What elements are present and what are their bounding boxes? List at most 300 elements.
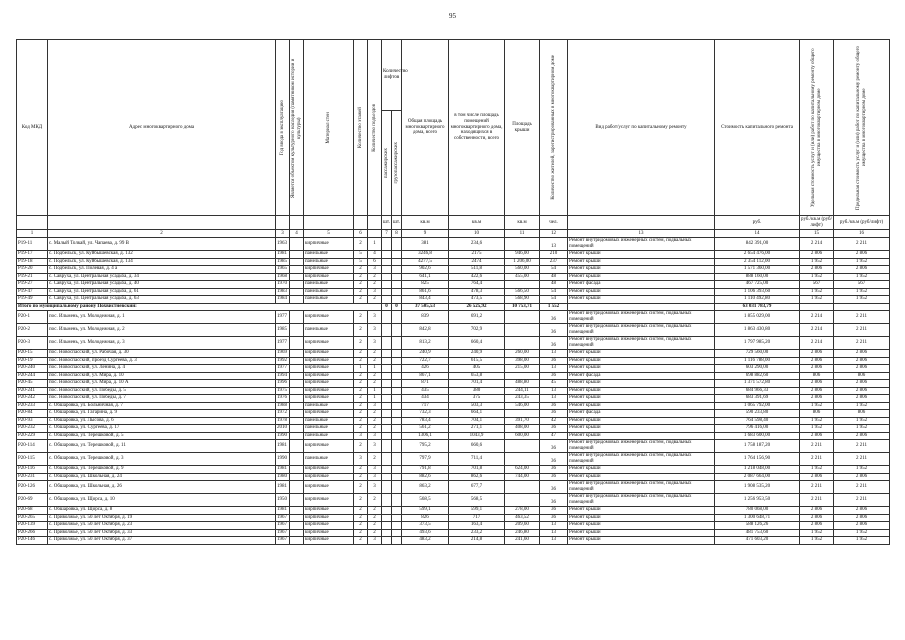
cell-address: с. Савруха, ул. Центральная усадьба, д. 63	[48, 296, 276, 304]
table-row	[17, 337, 890, 350]
cell-residents: 13	[540, 365, 568, 373]
cell-area-total: 717	[402, 402, 449, 410]
cell-address: с. Обшаровка, ул. Лысова, д. 6	[48, 417, 276, 425]
cell-cost: 1 683 600,00	[715, 432, 800, 440]
cell-area-own: 701,8	[449, 466, 505, 474]
cell-area-total: 641,1	[402, 273, 449, 281]
cell-year: 1967	[276, 537, 290, 545]
cell-entrances: 2	[368, 425, 382, 433]
cell-work-type: Ремонт крыши	[568, 273, 715, 281]
cell-entrances: 3	[368, 337, 382, 350]
cell-max-cost: 2 806	[834, 350, 890, 358]
table-row	[17, 258, 890, 266]
cell-max-cost: 2 211	[834, 324, 890, 337]
cell-floors: 2	[354, 494, 368, 507]
cell-kod: Р20-19	[17, 357, 48, 365]
cell-max-cost: 2 806	[834, 522, 890, 530]
cell-cost: 764 598,40	[715, 417, 800, 425]
cell-area-total: 599,1	[402, 507, 449, 515]
cell-area-own: 2474	[449, 258, 505, 266]
cell-lifts-cargo	[392, 266, 402, 274]
cell-address: с. Малый Толкай, ул. Чапаева, д. 99 В	[48, 238, 276, 251]
table-row	[17, 417, 890, 425]
table-row	[17, 425, 890, 433]
cell-max-cost: 2 211	[834, 453, 890, 466]
cell-lifts-pass	[382, 238, 392, 251]
cell-max-cost: 2 211	[834, 238, 890, 251]
cell-area-own: 405	[449, 365, 505, 373]
cell-residents: 36	[540, 311, 568, 324]
cell-address: с. Подбельск, ул. Куйбышевская, д. 132	[48, 251, 276, 259]
cell-area-total: 797,9	[402, 453, 449, 466]
cell-kod: Р19-49	[17, 296, 48, 304]
cell-entrances: 1	[368, 365, 382, 373]
cell-entrances: 2	[368, 410, 382, 418]
cell-unit-cost: 2 211	[800, 453, 834, 466]
cell-roof-area	[505, 453, 540, 466]
cell-material: кирпичные	[304, 380, 354, 388]
cell-address: с. Приволжье, ул. 50 лет Октября, д. 33	[48, 529, 276, 537]
column-number: 8	[392, 230, 402, 238]
cell-kod: Р20-241	[17, 387, 48, 395]
cell-floors: 2	[354, 238, 368, 251]
cell-kod: Р20-3	[17, 337, 48, 350]
cell-address: с. Обшаровка, ул. Терешковой, д. 9	[48, 466, 276, 474]
cell-area-own: 711,4	[449, 453, 505, 466]
table-row	[17, 410, 890, 418]
cell-material: кирпичные	[304, 395, 354, 403]
cell-floors: 2	[354, 337, 368, 350]
cell-cost: 1 855 029,00	[715, 311, 800, 324]
cell-heritage	[290, 410, 304, 418]
cell-work-type: Ремонт внутридомовых инженерных систем, подвальных помещений	[568, 440, 715, 453]
cell-unit-cost: 806	[800, 410, 834, 418]
cell-area-own: 422,6	[449, 273, 505, 281]
table-row	[17, 251, 890, 259]
cell-floors: 5	[354, 258, 368, 266]
cell-material: панельные	[304, 281, 354, 289]
cell-unit-cost: 2 806	[800, 522, 834, 530]
cell-entrances: 3	[368, 311, 382, 324]
cell-area-own: 234,6	[449, 238, 505, 251]
cell-roof-area: 209,60	[505, 522, 540, 530]
cell-floors: 2	[354, 395, 368, 403]
cell-max-cost: 2 211	[834, 337, 890, 350]
cell-lifts-cargo	[392, 350, 402, 358]
cell-area-total: 4277,5	[402, 258, 449, 266]
cell-max-cost: 2 211	[834, 311, 890, 324]
cell-lifts-cargo	[392, 417, 402, 425]
cell-area-own: 660,4	[449, 337, 505, 350]
table-row	[17, 273, 890, 281]
cell-residents: 36	[540, 425, 568, 433]
table-row	[17, 494, 890, 507]
cell-material: панельные	[304, 296, 354, 304]
cell-year: 1968	[276, 273, 290, 281]
cell-address: пос. Новоспасский, ул. Ленина, д. 4	[48, 365, 276, 373]
cell-lifts-cargo	[392, 507, 402, 515]
cell-year: 1967	[276, 529, 290, 537]
cell-kod: Р20-114	[17, 440, 48, 453]
cell-unit-cost: 2 806	[800, 251, 834, 259]
cell-residents: 36	[540, 453, 568, 466]
cell-kod: Р20-116	[17, 466, 48, 474]
cell-unit-cost: 2 806	[800, 473, 834, 481]
cell-roof-area	[505, 311, 540, 324]
table-row	[17, 266, 890, 274]
cell-entrances: 2	[368, 357, 382, 365]
cell-roof-area: 600,00	[505, 432, 540, 440]
cell-max-cost: 1 952	[834, 466, 890, 474]
cell-lifts-cargo	[392, 324, 402, 337]
cell-work-type: Ремонт крыши	[568, 251, 715, 259]
cell-residents: 13	[540, 529, 568, 537]
cell-lifts-cargo	[392, 296, 402, 304]
cell-area-total: 871	[402, 380, 449, 388]
cell-residents: 36	[540, 337, 568, 350]
cell-material: панельные	[304, 324, 354, 337]
header-roof-area: Площадь крыши	[505, 40, 540, 216]
header-residents: Количество жителей, зарегистрированных в многоквартирном доме	[550, 55, 556, 200]
cell-area-total: 882,6	[402, 473, 449, 481]
cell-lifts-pass	[382, 380, 392, 388]
cell-area-total: 3246,8	[402, 251, 449, 259]
cell-entrances: 3	[368, 481, 382, 494]
cell-floors: 2	[354, 402, 368, 410]
cell-area-own: 380	[449, 387, 505, 395]
cell-floors: 2	[354, 473, 368, 481]
header-lifts-pass: пассажирских	[383, 147, 389, 178]
cell-work-type: Ремонт внутридомовых инженерных систем, подвальных помещений	[568, 481, 715, 494]
column-number: 6	[354, 230, 368, 238]
unit-sqm: кв.м	[402, 216, 449, 230]
cell-cost: 1 218 048,00	[715, 466, 800, 474]
cell-heritage	[290, 417, 304, 425]
cell-area-own: 503,3	[449, 402, 505, 410]
cell-lifts-cargo	[392, 273, 402, 281]
cell-entrances: 2	[368, 417, 382, 425]
cell-address: с. Обшаровка, ул. Щорса, д. 8	[48, 507, 276, 515]
cell-kod: Р20-2	[17, 324, 48, 337]
cell-material: панельные	[304, 417, 354, 425]
cell-heritage	[290, 514, 304, 522]
cell-floors: 2	[354, 514, 368, 522]
cell-area-total: 483,2	[402, 537, 449, 545]
cell-roof-area	[505, 372, 540, 380]
cell-entrances: 2	[368, 273, 382, 281]
cell-lifts-cargo	[392, 380, 402, 388]
cell-work-type: Ремонт крыши	[568, 466, 715, 474]
cell-heritage	[290, 288, 304, 296]
cell-residents: 36	[540, 410, 568, 418]
table-row	[17, 281, 890, 289]
cell-residents: 36	[540, 402, 568, 410]
cell-unit-cost: 2 211	[800, 481, 834, 494]
cell-kod: Р20-69	[17, 494, 48, 507]
cell-roof-area	[505, 238, 540, 251]
header-address: Адрес многоквартирного дома	[48, 40, 276, 216]
cell-year: 1990	[276, 453, 290, 466]
cell-unit-cost: 2 806	[800, 507, 834, 515]
table-row	[17, 350, 890, 358]
cell-area-total: 813,2	[402, 337, 449, 350]
cell-material: кирпичные	[304, 529, 354, 537]
cell-material: кирпичные	[304, 350, 354, 358]
cell-kod: Р20-115	[17, 453, 48, 466]
cell-address: пос. Новоспасский, ул. Мира, д. 10	[48, 372, 276, 380]
cell-lifts-cargo	[392, 529, 402, 537]
cell-max-cost: 2 806	[834, 266, 890, 274]
cell-heritage	[290, 258, 304, 266]
cell-area-total: 867,1	[402, 372, 449, 380]
cell-lifts-pass	[382, 514, 392, 522]
cell-material: кирпичные	[304, 311, 354, 324]
total-cost: 63 031 783,79	[715, 303, 800, 311]
cell-kod: Р19-47	[17, 288, 48, 296]
cell-work-type: Ремонт крыши	[568, 402, 715, 410]
column-number: 14	[715, 230, 800, 238]
cell-lifts-pass	[382, 372, 392, 380]
cell-max-cost: 2 806	[834, 387, 890, 395]
cell-residents: 48	[540, 273, 568, 281]
cell-residents: 13	[540, 387, 568, 395]
cell-heritage	[290, 357, 304, 365]
cell-roof-area: 1 206,00	[505, 258, 540, 266]
column-number: 15	[800, 230, 834, 238]
cell-roof-area: 566,50	[505, 288, 540, 296]
cell-unit-cost: 1 952	[800, 529, 834, 537]
cell-address: с. Приволжье, ул. 50 лет Октября, д. 23	[48, 522, 276, 530]
cell-floors: 5	[354, 251, 368, 259]
cell-heritage	[290, 440, 304, 453]
cell-cost: 1 116 788,00	[715, 357, 800, 365]
cell-heritage	[290, 481, 304, 494]
cell-year: 1983	[276, 288, 290, 296]
cell-max-cost: 1 952	[834, 402, 890, 410]
cell-entrances: 3	[368, 440, 382, 453]
cell-work-type: Ремонт фасада	[568, 410, 715, 418]
cell-cost: 1 300 648,71	[715, 514, 800, 522]
cell-lifts-cargo	[392, 425, 402, 433]
table-row	[17, 522, 890, 530]
cell-unit-cost: 2 211	[800, 494, 834, 507]
header-work-type: Вид работ/услуг по капитальному ремонту	[568, 40, 715, 216]
cell-material: кирпичные	[304, 440, 354, 453]
cell-area-own: 271,1	[449, 425, 505, 433]
cell-cost: 1 106 393,60	[715, 288, 800, 296]
cell-work-type: Ремонт крыши	[568, 522, 715, 530]
cell-address: с. Обшаровка, ул. Терешковой, д. 5	[48, 432, 276, 440]
column-number: 11	[505, 230, 540, 238]
total-label: Итого по муниципальному району Похвистневский:	[17, 303, 382, 311]
header-area-own: в том числе площадь помещений многоквартирного дома, находящихся в собственности, всего	[449, 40, 505, 216]
cell-max-cost: 806	[834, 372, 890, 380]
cell-roof-area: 398,00	[505, 357, 540, 365]
cell-max-cost: 2 806	[834, 507, 890, 515]
cell-kod: Р20-15	[17, 350, 48, 358]
column-number: 9	[402, 230, 449, 238]
cell-heritage	[290, 425, 304, 433]
cell-area-own: 615,5	[449, 357, 505, 365]
cell-max-cost: 2 806	[834, 432, 890, 440]
cell-unit-cost: 2 806	[800, 514, 834, 522]
total-work	[568, 303, 715, 311]
cell-residents: 36	[540, 324, 568, 337]
cell-unit-cost: 1 952	[800, 402, 834, 410]
cell-area-total: 839	[402, 311, 449, 324]
cell-residents: 36	[540, 481, 568, 494]
cell-work-type: Ремонт крыши	[568, 395, 715, 403]
cell-area-own: 653,8	[449, 372, 505, 380]
cell-lifts-pass	[382, 266, 392, 274]
cell-heritage	[290, 337, 304, 350]
cell-lifts-cargo	[392, 238, 402, 251]
cell-heritage	[290, 522, 304, 530]
cell-area-own: 473,5	[449, 296, 505, 304]
cell-max-cost: 2 806	[834, 357, 890, 365]
cell-year: 1977	[276, 311, 290, 324]
cell-unit-cost: 1 952	[800, 537, 834, 545]
cell-unit-cost: 806	[800, 372, 834, 380]
cell-lifts-pass	[382, 473, 392, 481]
cell-area-total: 843,4	[402, 296, 449, 304]
cell-floors: 2	[354, 281, 368, 289]
cell-max-cost: 1 952	[834, 417, 890, 425]
cell-unit-cost: 2 214	[800, 324, 834, 337]
cell-heritage	[290, 387, 304, 395]
cell-address: с. Подбельск, ул. Полевая, д. 4 а	[48, 266, 276, 274]
table-row	[17, 288, 890, 296]
cell-address: пос. Ильмень, ул. Молодежная, д. 3	[48, 337, 276, 350]
cell-work-type: Ремонт крыши	[568, 514, 715, 522]
cell-roof-area	[505, 494, 540, 507]
cell-work-type: Ремонт внутридомовых инженерных систем, подвальных помещений	[568, 453, 715, 466]
cell-year: 1980	[276, 473, 290, 481]
table-row	[17, 365, 890, 373]
cell-floors: 2	[354, 537, 368, 545]
cell-residents: 36	[540, 514, 568, 522]
cell-kod: Р19-11	[17, 238, 48, 251]
cell-roof-area: 244,11	[505, 387, 540, 395]
cell-lifts-cargo	[392, 473, 402, 481]
cell-entrances: 6	[368, 258, 382, 266]
cell-area-own: 2175	[449, 251, 505, 259]
cell-area-own: 704,1	[449, 417, 505, 425]
cell-lifts-cargo	[392, 537, 402, 545]
cell-unit-cost: 2 806	[800, 365, 834, 373]
cell-lifts-pass	[382, 337, 392, 350]
cell-cost: 684 966,33	[715, 387, 800, 395]
cell-roof-area: 455,00	[505, 273, 540, 281]
cell-area-total: 373,5	[402, 522, 449, 530]
unit-sqm: кв.м	[505, 216, 540, 230]
cell-lifts-cargo	[392, 514, 402, 522]
column-number: 2	[48, 230, 276, 238]
cell-roof-area: 243,35	[505, 395, 540, 403]
cell-floors: 3	[354, 432, 368, 440]
cell-year: 1981	[276, 466, 290, 474]
cell-heritage	[290, 238, 304, 251]
cell-entrances: 3	[368, 266, 382, 274]
cell-year: 1977	[276, 337, 290, 350]
cell-cost: 683 391,69	[715, 395, 800, 403]
table-row	[17, 402, 890, 410]
cell-lifts-pass	[382, 357, 392, 365]
cell-cost: 1 256 953,50	[715, 494, 800, 507]
cell-max-cost: 2 211	[834, 494, 890, 507]
cell-lifts-pass	[382, 453, 392, 466]
cell-area-total: 791,8	[402, 466, 449, 474]
table-row	[17, 453, 890, 466]
cell-address: с. Обшаровка, ул. Терешковой, д. 11	[48, 440, 276, 453]
table-row	[17, 473, 890, 481]
cell-kod: Р20-146	[17, 537, 48, 545]
cell-entrances: 3	[368, 537, 382, 545]
cell-cost: 888 160,00	[715, 273, 800, 281]
cell-cost: 467 725,00	[715, 281, 800, 289]
cell-unit-cost: 2 806	[800, 266, 834, 274]
cell-residents: 13	[540, 537, 568, 545]
total-roof: 10 753,71	[505, 303, 540, 311]
cell-max-cost: 2 806	[834, 365, 890, 373]
column-number: 4	[290, 230, 304, 238]
cell-lifts-pass	[382, 432, 392, 440]
table-row	[17, 311, 890, 324]
cell-roof-area	[505, 337, 540, 350]
cell-lifts-cargo	[392, 494, 402, 507]
cell-unit-cost: 2 806	[800, 350, 834, 358]
cell-year: 1981	[276, 251, 290, 259]
cell-lifts-cargo	[392, 387, 402, 395]
cell-area-own: 240,9	[449, 350, 505, 358]
total-residents: 1 552	[540, 303, 568, 311]
cell-work-type: Ремонт крыши	[568, 365, 715, 373]
cell-entrances: 2	[368, 494, 382, 507]
cell-floors: 3	[354, 453, 368, 466]
cell-area-own: 233,2	[449, 529, 505, 537]
table-header	[17, 40, 890, 238]
cell-lifts-cargo	[392, 395, 402, 403]
cell-area-own: 717	[449, 514, 505, 522]
cell-material: кирпичные	[304, 473, 354, 481]
cell-kod: Р20-232	[17, 425, 48, 433]
cell-heritage	[290, 473, 304, 481]
cell-heritage	[290, 529, 304, 537]
cell-kod: Р19-17	[17, 251, 48, 259]
cell-material: кирпичные	[304, 357, 354, 365]
unit-pcs: шт.	[382, 216, 392, 230]
cell-unit-cost: 2 211	[800, 440, 834, 453]
cell-year: 1978	[276, 417, 290, 425]
cell-lifts-pass	[382, 402, 392, 410]
cell-entrances: 2	[368, 529, 382, 537]
cell-work-type: Ремонт крыши	[568, 425, 715, 433]
cell-entrances: 1	[368, 238, 382, 251]
total-max	[834, 303, 890, 311]
cell-floors: 2	[354, 522, 368, 530]
cell-floors: 2	[354, 466, 368, 474]
cell-roof-area	[505, 481, 540, 494]
cell-cost: 1 571 360,00	[715, 266, 800, 274]
cell-area-total: 381	[402, 238, 449, 251]
cell-area-total: 435	[402, 387, 449, 395]
cell-roof-area: 546,00	[505, 402, 540, 410]
cell-floors: 2	[354, 324, 368, 337]
cell-lifts-pass	[382, 417, 392, 425]
cell-area-total: 795,2	[402, 440, 449, 453]
table-row	[17, 537, 890, 545]
cell-roof-area: 278,00	[505, 507, 540, 515]
